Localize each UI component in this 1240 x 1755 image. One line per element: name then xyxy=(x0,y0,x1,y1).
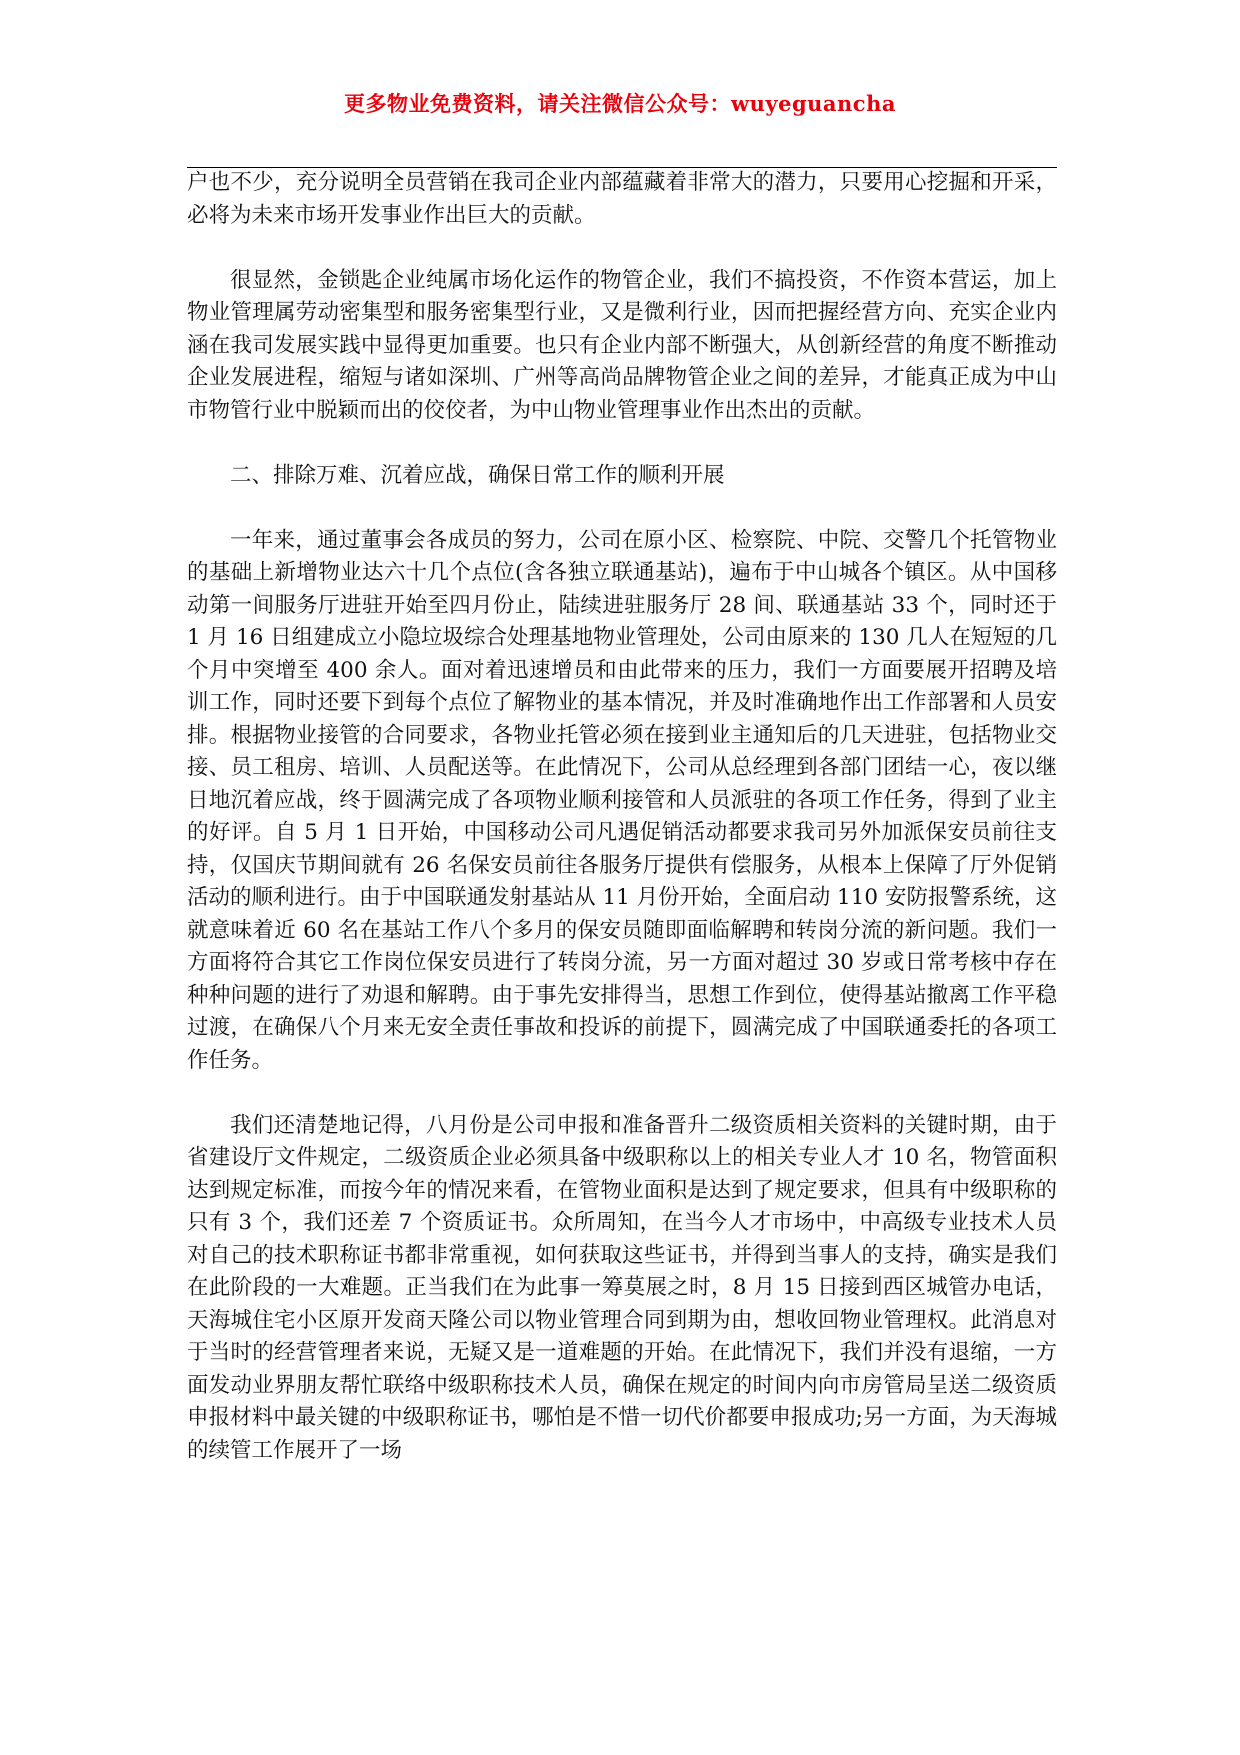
paragraph-3: 一年来，通过董事会各成员的努力，公司在原小区、检察院、中院、交警几个托管物业的基础上新增物业达六十几个点位(含各独立联通基站)，遍布于中山城各个镇区。从中国移动第一间服务厅进驻开始至四月份止，陆续进驻服务厅 28 间、联通基站 33 个，同时还于 1 月 16 日组建成立小隐垃圾综合处理基地物业管理处，公司由原来的 130 几人在短短的几个月中突增至 400 余人。面对着迅速增员和由此带来的压力，我们一方面要展开招聘及培训工作，同时还要下到每个点位了解物业的基本情况，并及时准确地作出工作部署和人员安排。根据物业接管的合同要求，各物业托管必须在接到业主通知后的几天进驻，包括物业交接、员工租房、培训、人员配送等。在此情况下，公司从总经理到各部门团结一心，夜以继日地沉着应战，终于圆满完成了各项物业顺利接管和人员派驻的各项工作任务，得到了业主的好评。自 5 月 1 日开始，中国移动公司凡遇促销活动都要求我司另外加派保安员前往支持，仅国庆节期间就有 26 名保安员前往各服务厅提供有偿服务，从根本上保障了厅外促销活动的顺利进行。由于中国联通发射基站从 11 月份开始，全面启动 110 安防报警系统，这就意味着近 60 名在基站工作八个多月的保安员随即面临解聘和转岗分流的新问题。我们一方面将符合其它工作岗位保安员进行了转岗分流，另一方面对超过 30 岁或日常考核中存在种种问题的进行了劝退和解聘。由于事先安排得当，思想工作到位，使得基站撤离工作平稳过渡，在确保八个月来无安全责任事故和投诉的前提下，圆满完成了中国联通委托的各项工作任务。 xyxy=(187,527,1057,1073)
paragraph-1: 户也不少，充分说明全员营销在我司企业内部蕴藏着非常大的潜力，只要用心挖掘和开采，必将为未来市场开发事业作出巨大的贡献。 xyxy=(187,170,1057,228)
document-body xyxy=(187,167,1057,1467)
header-banner: 更多物业免费资料，请关注微信公众号：wuyeguancha xyxy=(344,91,896,116)
paragraph-2: 很显然，金锁匙企业纯属市场化运作的物管企业，我们不搞投资，不作资本营运，加上物业管理属劳动密集型和服务密集型行业，又是微利行业，因而把握经营方向、充实企业内涵在我司发展实践中显得更加重要。也只有企业内部不断强大，从创新经营的角度不断推动企业发展进程，缩短与诸如深圳、广州等高尚品牌物管企业之间的差异，才能真正成为中山市物管行业中脱颖而出的佼佼者，为中山物业管理事业作出杰出的贡献。 xyxy=(187,267,1057,423)
section-heading: 二、排除万难、沉着应战，确保日常工作的顺利开展 xyxy=(230,462,725,488)
paragraph-4: 我们还清楚地记得，八月份是公司申报和准备晋升二级资质相关资料的关键时期，由于省建设厅文件规定，二级资质企业必须具备中级职称以上的相关专业人才 10 名，物管面积达到规定标准，而按今年的情况来看，在管物业面积是达到了规定要求，但具有中级职称的只有 3 个，我们还差 7 个资质证书。众所周知，在当今人才市场中，中高级专业技术人员对自己的技术职称证书都非常重视，如何获取这些证书，并得到当事人的支持，确实是我们在此阶段的一大难题。正当我们在为此事一筹莫展之时，8 月 15 日接到西区城管办电话，天海城住宅小区原开发商天隆公司以物业管理合同到期为由，想收回物业管理权。此消息对于当时的经营管理者来说，无疑又是一道难题的开始。在此情况下，我们并没有退缩，一方面发动业界朋友帮忙联络中级职称技术人员，确保在规定的时间内向市房管局呈送二级资质申报材料中最关键的中级职称证书，哪怕是不惜一切代价都要申报成功;另一方面，为天海城的续管工作展开了一场 xyxy=(187,1112,1057,1463)
